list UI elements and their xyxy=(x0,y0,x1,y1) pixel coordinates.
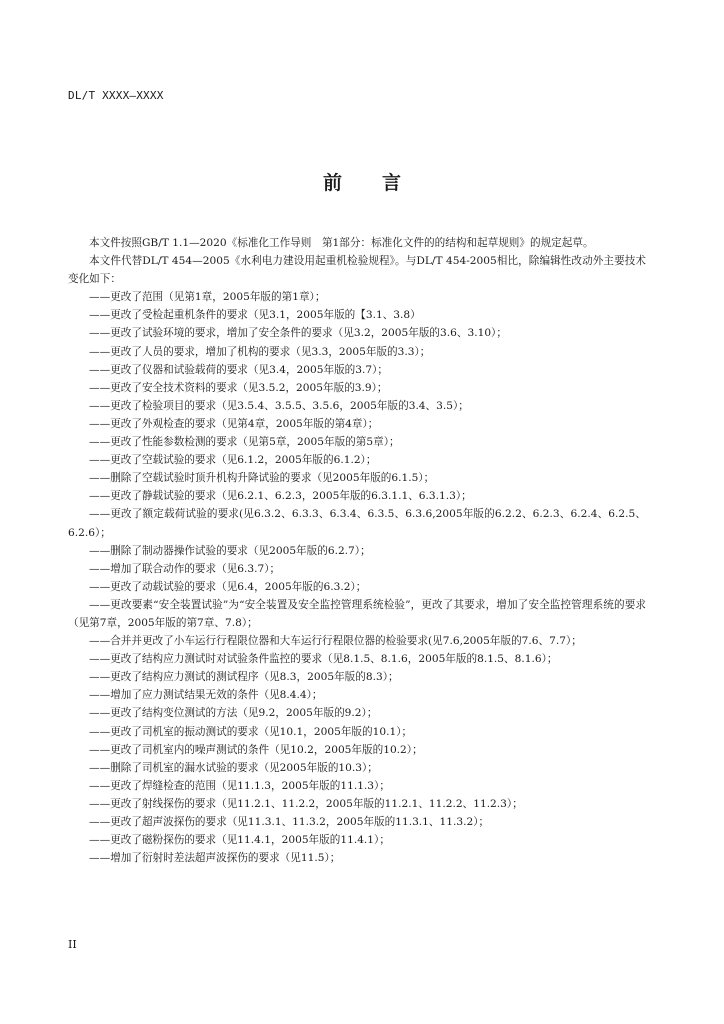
change-item: ——更改了超声波探伤的要求（见11.3.1、11.3.2，2005年版的11.3.1、11.3.2）； xyxy=(89,816,490,828)
change-item: ——合并并更改了小车运行行程限位器和大车运行行程限位器的检验要求(见7.6,2005年版的7.6、7.7）； xyxy=(89,635,582,648)
change-item: ——更改了检验项目的要求（见3.5.4、3.5.5、3.5.6，2005年版的3.4、3.5）； xyxy=(89,399,469,412)
change-item: ——更改了外观检查的要求（见第4章，2005年版的第4章）； xyxy=(89,417,379,430)
change-item: ——删除了空载试验时顶升机构升降试验的要求（见2005年版的6.1.5）； xyxy=(89,472,435,485)
change-item: ——增加了联合动作的要求（见6.3.7）； xyxy=(89,562,281,575)
change-item: ——删除了制动器操作试验的要求（见2005年版的6.2.7）； xyxy=(89,544,371,557)
change-item: ——更改了空载试验的要求（见6.1.2，2005年版的6.1.2）； xyxy=(89,454,377,467)
intro-paragraph-1: 本文件按照GB/T 1.1—2020《标准化工作导则 第1部分：标准化文件的的结构和起草规则》的规定起草。 xyxy=(89,237,594,249)
change-item: ——更改了磁粉探伤的要求（见11.4.1，2005年版的11.4.1）； xyxy=(89,834,390,847)
document-code: DL/T XXXX—XXXX xyxy=(68,89,164,102)
change-item: ——更改了性能参数检测的要求（见第5章，2005年版的第5章）； xyxy=(89,436,400,449)
page-title: 前言 xyxy=(322,172,441,194)
change-item: ——更改了射线探伤的要求（见11.2.1、11.2.2，2005年版的11.2.1、11.2.2、11.2.3）； xyxy=(89,797,523,810)
change-item: ——更改了静载试验的要求（见6.2.1、6.2.3，2005年版的6.3.1.1、6.3.1.3）； xyxy=(89,490,472,503)
change-item: ——增加了衍射时差法超声波探伤的要求（见11.5）； xyxy=(89,852,341,865)
change-item: ——更改了动载试验的要求（见6.4，2005年版的6.3.2）； xyxy=(89,580,367,593)
change-item: ——更改了焊缝检查的范围（见11.1.3，2005年版的11.1.3）； xyxy=(89,779,390,792)
change-item: ——更改了司机室的振动测试的要求（见10.1，2005年版的10.1）； xyxy=(89,725,413,738)
change-item: ——更改了试验环境的要求，增加了安全条件的要求（见3.2，2005年版的3.6、3.10）； xyxy=(89,327,507,340)
change-item: ——更改了额定载荷试验的要求(见6.3.2、6.3.3、6.3.4、6.3.5、6.3.6,2005年版的6.2.2、6.2.3、6.2.4、6.2.5、6.2.6）； xyxy=(68,508,646,539)
change-item: ——删除了司机室的漏水试验的要求（见2005年版的10.3）； xyxy=(89,761,378,774)
change-item: ——更改了受检起重机条件的要求（见3.1，2005年版的【3.1、3.8） xyxy=(89,309,421,322)
change-item: ——更改了安全技术资料的要求（见3.5.2，2005年版的3.9）； xyxy=(89,381,388,394)
change-item: ——更改了结构应力测试时对试验条件监控的要求（见8.1.5、8.1.6，2005年版的8.1.5、8.1.6）； xyxy=(89,653,558,666)
changes-list xyxy=(68,288,646,867)
change-item: ——更改了结构应力测试的测试程序（见8.3，2005年版的8.3）； xyxy=(89,671,399,684)
change-item: ——增加了应力测试结果无效的条件（见8.4.4）； xyxy=(89,689,323,702)
change-item: ——更改了范围（见第1章，2005年版的第1章）； xyxy=(89,291,326,304)
change-item: ——更改了结构变位测试的方法（见9.2，2005年版的9.2）； xyxy=(89,707,378,720)
intro-paragraph-2: 本文件代替DL/T 454—2005《水利电力建设用起重机检验规程》。与DL/T 454-2005相比，除编辑性改动外主要技术变化如下： xyxy=(68,255,646,286)
change-item: ——更改要素“安全装置试验”为“安全装置及安全监控管理系统检验”，更改了其要求，增加了安全监控管理系统的要求（见第7章，2005年版的第7章、7.8）； xyxy=(68,598,646,629)
page-number: II xyxy=(68,938,77,951)
document-body xyxy=(68,234,646,867)
change-item: ——更改了人员的要求，增加了机构的要求（见3.3，2005年版的3.3）； xyxy=(89,345,431,358)
change-item: ——更改了司机室内的噪声测试的条件（见10.2，2005年版的10.2）； xyxy=(89,743,423,756)
change-item: ——更改了仪器和试验载荷的要求（见3.4，2005年版的3.7）； xyxy=(89,363,389,376)
